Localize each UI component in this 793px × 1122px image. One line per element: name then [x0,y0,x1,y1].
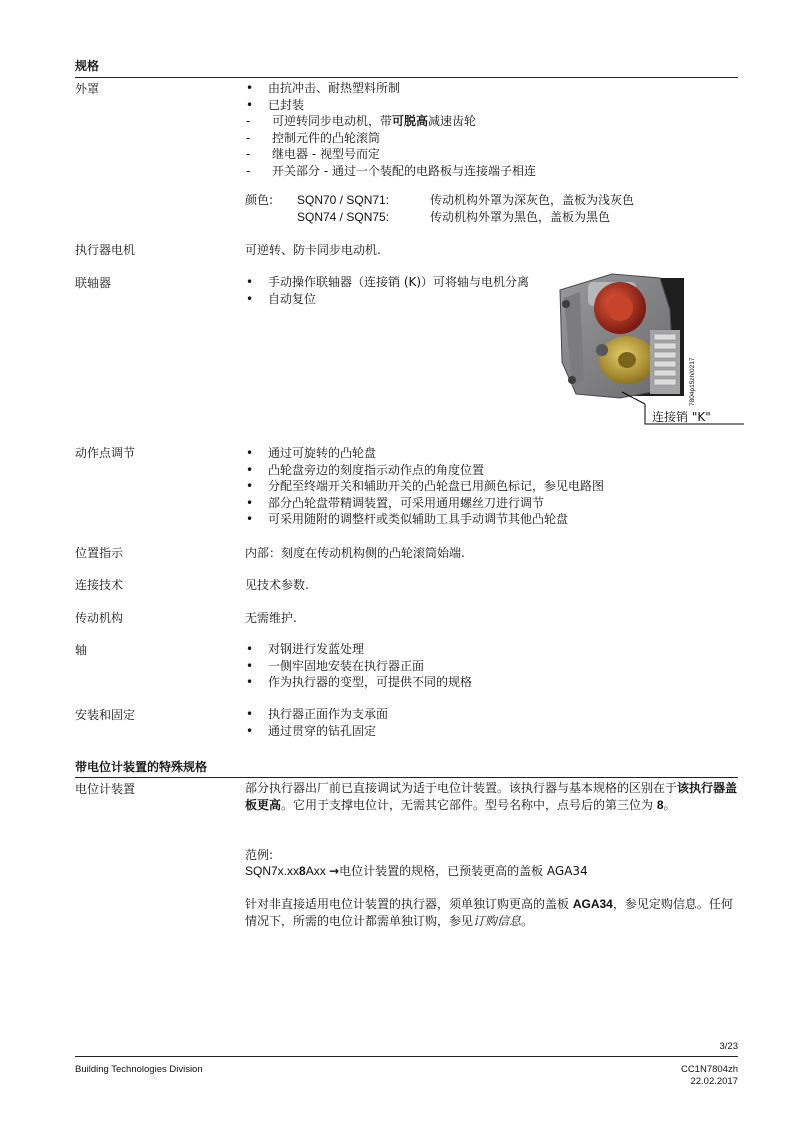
example-label: 范例: [245,848,274,862]
dash-bold: 可脱高 [392,114,429,128]
bullet-item: • 通过贯穿的钻孔固定 [245,723,388,740]
bullet-item: • 执行器正面作为支承面 [245,706,388,723]
position-text: 内部：刻度在传动机构侧的凸轮滚筒始端. [245,546,465,560]
gear-text: 无需维护. [245,611,297,625]
bullet-item: • 由抗冲击、耐热塑料所制 [245,80,536,97]
page-number: 3/23 [719,1041,738,1052]
bullet-item: • 分配至终端开关和辅助开关的凸轮盘已用颜色标记，参见电路图 [245,478,604,495]
motor-text: 可逆转、防卡同步电动机. [245,243,381,257]
footer-doc-code: CC1N7804zh [680,1064,738,1075]
label-housing: 外罩 [75,82,100,96]
footer-division: Building Technologies Division [75,1064,203,1075]
p1-text-post: 。 [663,797,676,812]
p1-text-mid: 。它用于支撑电位计，无需其它部件。型号名称中，点号后的第三位为 [281,797,657,812]
color-desc-2: 传动机构外罩为黑色，盖板为黑色 [430,210,611,224]
example-model: SQN7x.xx [245,864,300,878]
footer-rule [75,1056,738,1057]
label-connection: 连接技术 [75,578,124,592]
section-title-potentiometer: 带电位计装置的特殊规格 [75,760,208,774]
color-model-2: SQN74 / SQN75: [297,210,390,224]
bullet-item: • 对钢进行发蓝处理 [245,641,472,658]
bullet-item: • 手动操作联轴器（连接销 (K)）可将轴与电机分离 [245,274,529,291]
example-model-bold: 8 [299,864,306,878]
housing-dash-list [245,113,536,179]
connection-text: 见技术参数. [245,578,309,592]
housing-bullets [245,80,536,178]
example-text: 电位计装置的规格，已预装更高的盖板 AGA34 [339,864,588,878]
p2-text-post: 。 [521,913,534,928]
footer-date: 22.02.2017 [690,1076,738,1087]
bullet-item: • 可采用随附的调整杆或类似辅助工具手动调节其他凸轮盘 [245,511,604,528]
color-model-1: SQN70 / SQN71: [297,193,390,207]
section-rule [75,777,738,778]
bullet-item: • 部分凸轮盘带精调装置，可采用通用螺丝刀进行调节 [245,495,604,512]
section-title-specs: 规格 [75,59,100,73]
bullet-item [245,97,536,178]
potentiometer-paragraph-1 [245,780,738,813]
bullet-item: • 自动复位 [245,291,529,308]
example-line [245,863,588,880]
color-desc-1: 传动机构外罩为深灰色，盖板为浅灰色 [430,193,635,207]
label-gear: 传动机构 [75,611,124,625]
label-potentiometer: 电位计装置 [75,782,136,796]
image-code: 7804p15zh/0217 [689,357,696,406]
coupling-bullets [245,274,529,307]
dash-item [245,113,536,130]
actuator-photo [550,270,745,430]
label-shaft: 轴 [75,643,88,657]
label-mounting: 安装和固定 [75,708,136,722]
shaft-bullets [245,641,472,691]
bullet-item: • 作为执行器的变型，可提供不同的规格 [245,674,472,691]
label-switch-adjust: 动作点调节 [75,446,136,460]
section-rule [75,77,738,78]
switch-adjust-bullets [245,445,604,528]
p1-bold: 该执行器盖板更高 [245,781,738,812]
dash-text-post: 减速齿轮 [428,114,477,128]
dash-text: 可逆转同步电动机，带 [272,114,393,128]
bullet-item: • 凸轮盘旁边的刻度指示动作点的角度位置 [245,462,604,479]
bullet-item: • 通过可旋转的凸轮盘 [245,445,604,462]
label-position: 位置指示 [75,546,124,560]
color-label: 颜色: [245,193,274,207]
p2-text: 针对非直接适用电位计装置的执行器，须单独订购更高的盖板 [245,897,573,911]
p2-italic-link: 订购信息 [473,913,522,928]
p2-text-mid: ，参见定购信息。任何情况下，所需的电位计都需单独订购，参见 [245,897,733,928]
dash-item: - 开关部分 - 通过一个装配的电路板与连接端子相连 [245,163,536,180]
dash-item: - 控制元件的凸轮滚筒 [245,130,536,147]
dash-item: - 继电器 - 视型号而定 [245,146,536,163]
example-model-suffix: Axx [305,864,330,878]
label-coupling: 联轴器 [75,276,112,290]
potentiometer-paragraph-2 [245,896,738,929]
p2-bold: AGA34 [572,897,613,911]
p1-bold-digit: 8 [656,797,664,812]
arrow-icon: → [329,864,340,878]
callout-label: 连接销 "K" [652,410,711,424]
bullet-text: 已封装 [268,97,305,112]
mounting-bullets [245,706,388,739]
bullet-item: • 一侧牢固地安装在执行器正面 [245,658,472,675]
p1-text: 部分执行器出厂前已直接调试为适于电位计装置。该执行器与基本规格的区别在于 [245,781,678,795]
label-motor: 执行器电机 [75,243,136,257]
